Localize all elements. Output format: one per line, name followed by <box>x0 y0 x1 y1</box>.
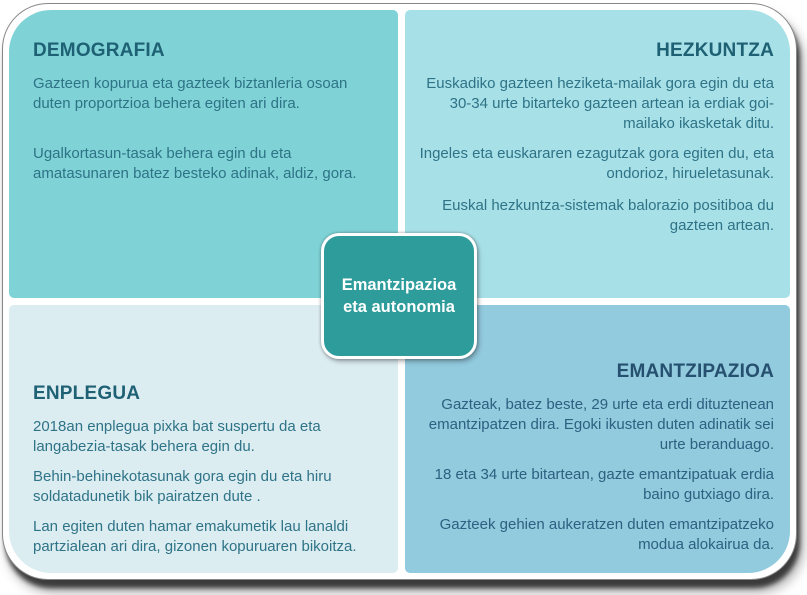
enplegua-paragraph-2: Behin-behinekotasunak gora egin du eta hiru soldatadunetik bik pairatzen dute . <box>33 468 332 505</box>
center-title-line-1: Emantzipazioa <box>341 276 457 294</box>
enplegua-paragraph-1: 2018an enplegua pixka bat suspertu da eta langabezia-tasak behera egin du. <box>33 418 321 455</box>
hezkuntza-paragraph-1: Euskadiko gazteen heziketa-mailak gora egin du eta 30-34 urte bitarteko gazteen artean ia erdiak goi-mailako ikasketak ditu. <box>426 75 774 132</box>
emantzipazioa-paragraph-3: Gazteek gehien aukeratzen duten emantzipatzeko modua alokairua da. <box>439 516 774 553</box>
hezkuntza-title: HEZKUNTZA <box>656 40 774 61</box>
enplegua-title: ENPLEGUA <box>33 383 141 404</box>
hezkuntza-paragraph-2: Ingeles eta euskararen ezagutzak gora egiten du, eta ondorioz, hirueletasunak. <box>419 145 774 182</box>
emantzipazioa-paragraph-2: 18 eta 34 urte bitartean, gazte emantzipatuak erdia baino gutxiago dira. <box>434 466 774 503</box>
demografia-paragraph-1: Gazteen kopurua eta gazteek biztanleria osoan duten proportzioa behera egiten ari dira. <box>33 75 348 112</box>
center-title-line-2: eta autonomia <box>343 298 455 316</box>
demografia-paragraph-2: Ugalkortasun-tasak behera egin du eta amatasunaren batez besteko adinak, aldiz, gora. <box>33 145 357 182</box>
demografia-title: DEMOGRAFIA <box>33 40 165 61</box>
emantzipazioa-title: EMANTZIPAZIOA <box>616 361 774 382</box>
center-title-box <box>321 233 477 359</box>
enplegua-paragraph-3: Lan egiten duten hamar emakumetik lau lanaldi partzialean ari dira, gizonen kopuruaren bikoitza. <box>33 518 357 555</box>
hezkuntza-paragraph-3: Euskal hezkuntza-sistemak balorazio positiboa du gazteen artean. <box>442 197 774 234</box>
emantzipazioa-paragraph-1: Gazteak, batez beste, 29 urte eta erdi dituztenean emantzipatzen dira. Egoki ikusten duten adinatik sei urte beranduago. <box>428 396 774 453</box>
